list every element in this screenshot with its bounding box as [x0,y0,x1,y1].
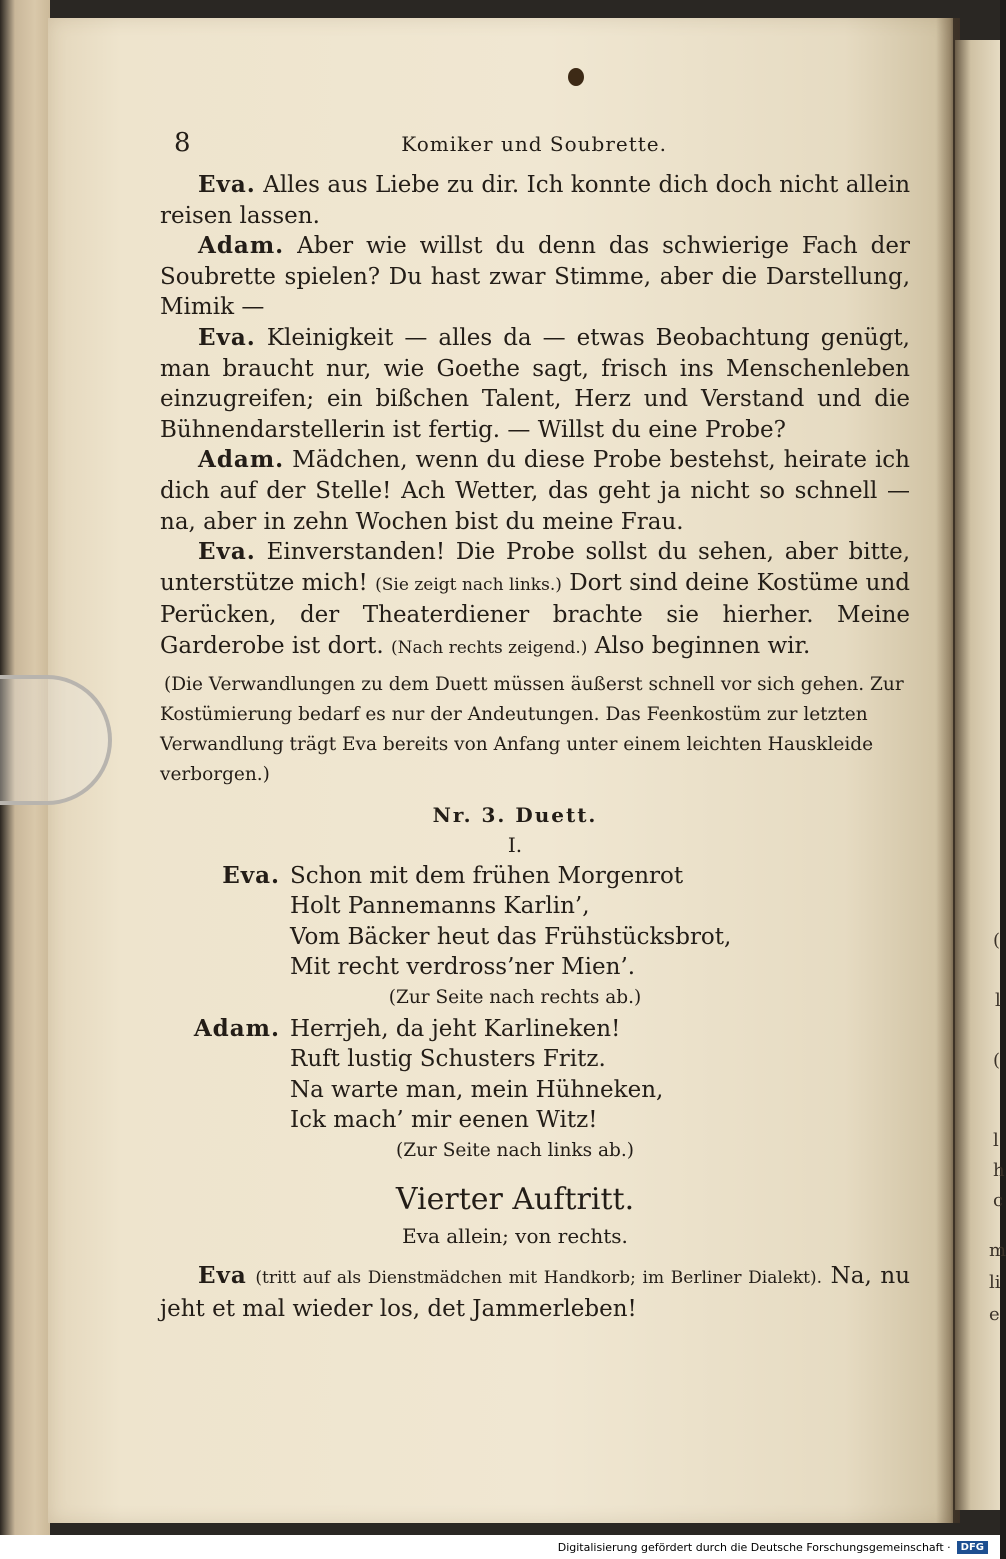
speaker-name: Adam. [198,446,285,474]
verse-line [160,1014,910,1045]
inline-stage-direction: (Nach rechts zeigend.) [391,637,588,658]
margin-glyph: l [993,1130,999,1151]
footer-credit: Digitalisierung gefördert durch die Deutsche Forschungsgemeinschaft · [557,1540,951,1554]
speaker-name: Eva. [198,323,256,351]
speech-text: Na, nu jeht et mal wieder los, det Jammerleben! [160,1263,911,1322]
speech-line [160,537,910,663]
verse-text: Na warte man, mein Hühneken, [290,1076,664,1103]
verse-text: Herrjeh, da jeht Karlineken! [290,1015,621,1042]
speech-text: Dort sind deine Kostüme und Perücken, der Theaterdiener brachte sie hierher. Meine Garderobe ist dort. [160,569,911,659]
page-number: 8 [174,128,191,158]
speaker-name: Eva [198,1262,247,1290]
speech-line [160,323,910,445]
verse-text: Ruft lustig Schusters Fritz. [290,1046,606,1073]
speech-text: Alles aus Liebe zu dir. Ich konnte dich doch nicht allein reisen lassen. [160,172,911,229]
verse-line [160,1105,910,1136]
digitization-footer [0,1535,1000,1559]
verse-line [160,861,910,892]
verse-text: Mit recht verdross’ner Mien’. [290,954,636,981]
margin-glyph: m [989,1240,1006,1261]
verse-text: Holt Pannemanns Karlin’, [290,893,590,920]
speech-line [160,1261,910,1324]
speech-line [160,170,910,231]
speaker-name: Eva. [222,861,280,889]
page-text [160,128,910,1324]
margin-glyph: h [993,1160,1005,1181]
verse-line [160,952,910,983]
margin-glyph: c [993,1190,1004,1211]
verse-stage-direction: (Zur Seite nach links ab.) [396,1140,634,1162]
binding-hole [568,68,584,86]
inline-stage-direction: (Sie zeigt nach links.) [375,574,562,595]
speech-line [160,231,910,323]
dfg-logo-icon: DFG [957,1541,988,1554]
speaker-name: Adam. [198,232,285,260]
speech-text: Mädchen, wenn du diese Probe bestehst, heirate ich dich auf der Stelle! Ach Wetter, das geht ja nicht so schnell — na, aber in zehn Wochen bist du meine Frau. [160,447,910,535]
page-header [160,128,910,164]
duet-part: I. [507,833,523,858]
speech-text: Aber wie willst du denn das schwierige Fach der Soubrette spielen? Du hast zwar Stimme, aber die Darstellung, Mimik — [160,233,910,321]
verse-text: Vom Bäcker heut das Frühstücksbrot, [290,923,732,950]
margin-glyph: ( [993,930,1001,951]
verse-line [160,922,910,953]
verse-line [160,1075,910,1106]
stage-direction: (Die Verwandlungen zu dem Duett müssen äußerst schnell vor sich gehen. Zur Kostümierung bedarf es nur der Andeutungen. Das Feenkostüm zur letzten Verwandlung trägt Eva bereits von Anfang unter einem leichten Hauskleide verborgen.) [160,673,904,785]
speech-text: Kleinigkeit — alles da — etwas Beobachtung genügt, man braucht nur, wie Goethe sagt, frisch ins Menschenleben einzugreifen; ein bißchen Talent, Herz und Verstand und die Bühnendarstellerin ist fertig. — Willst du eine Probe? [160,324,910,443]
right-page-edge [955,40,1006,1510]
scene-title: Vierter Auftritt. [395,1181,635,1217]
margin-glyph: l [995,990,1001,1011]
speaker-name: Eva. [198,171,256,198]
verse-text: Ick mach’ mir eenen Witz! [290,1107,598,1134]
verse-block [160,861,910,1014]
duet-title: Nr. 3. Duett. [432,802,598,827]
verse-line [160,891,910,922]
speaker-name: Adam. [193,1014,280,1042]
speech-text: Einverstanden! Die Probe sollst du sehen, aber bitte, unterstütze mich! [160,539,910,596]
verse-stage-direction: (Zur Seite nach rechts ab.) [388,987,642,1009]
margin-glyph: ( [993,1050,1001,1071]
verse-block [160,1014,910,1167]
verse-text: Schon mit dem frühen Morgenrot [290,862,684,889]
verse-line [160,1044,910,1075]
margin-glyph: e [989,1304,1000,1325]
margin-glyph: li [989,1272,1001,1293]
speech-line [160,445,910,537]
scene-subtitle: Eva allein; von rechts. [402,1223,628,1248]
speaker-name: Eva. [198,538,256,566]
running-title: Komiker und Soubrette. [401,132,667,156]
speech-text: Also beginnen wir. [587,632,811,659]
inline-stage-direction: (tritt auf als Dienstmädchen mit Handkorb; im Berliner Dialekt). [255,1268,823,1289]
